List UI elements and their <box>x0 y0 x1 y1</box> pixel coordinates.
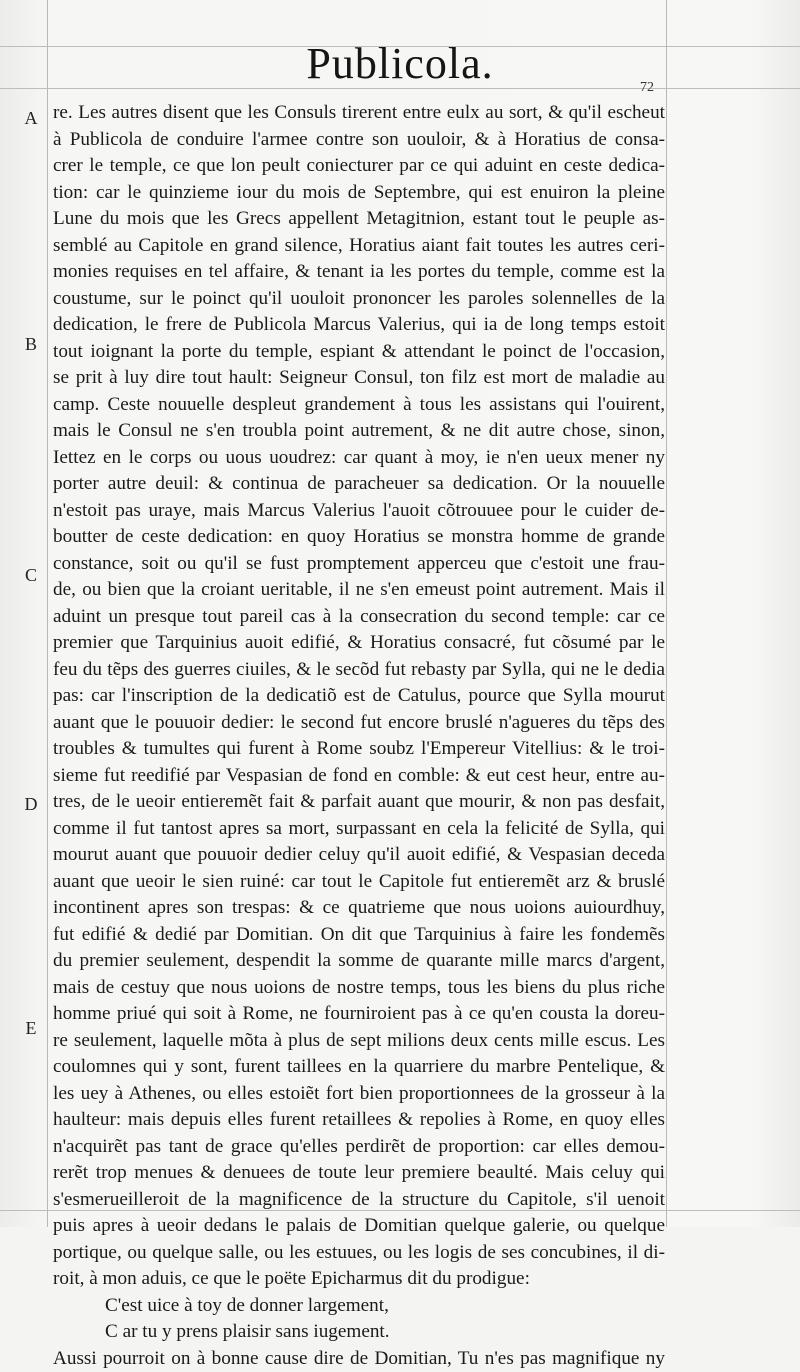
text-line: tout ioignant la porte du temple, espiant & attendant le poinct de l'occasion, <box>53 339 665 366</box>
text-line: n'estoit pas uraye, mais Marcus Valerius l'auoit cõtrouuee pour le cuider de- <box>53 498 665 525</box>
verse-line: C'est uice à toy de donner largement, <box>53 1293 665 1320</box>
text-line: n'acquirẽt pas tant de grace qu'elles perdirẽt de proportion: car elles demou- <box>53 1134 665 1161</box>
margin-letter-a: A <box>20 108 42 129</box>
text-line: re seulement, laquelle mõta à plus de sept milions deux cents mille escus. Les <box>53 1028 665 1055</box>
text-line: auant que le pouuoir dedier: le second fut encore bruslé n'agueres du tẽps des <box>53 710 665 737</box>
text-line: aduint un presque tout pareil cas à la consecration du second temple: car ce <box>53 604 665 631</box>
text-line: haulteur: mais depuis elles furent retaillees & repolies à Rome, en quoy elles <box>53 1107 665 1134</box>
running-title: Publicola. <box>0 38 800 89</box>
text-line: crer le temple, ce que lon peult coniecturer par ce qui aduint en ceste dedica- <box>53 153 665 180</box>
text-line: tion: car le quinzieme iour du mois de Septembre, qui est enuiron la pleine <box>53 180 665 207</box>
text-line: comme il fut tantost apres sa mort, surpassant en cela la felicité de Sylla, qui <box>53 816 665 843</box>
margin-letter-b: B <box>20 334 42 355</box>
text-line: mais le Consul ne s'en troubla point autrement, & ne dit autre chose, sinon, <box>53 418 665 445</box>
left-margin-rule <box>47 0 48 1227</box>
text-line: se prit à luy dire tout hault: Seigneur Consul, ton filz est mort de maladie au <box>53 365 665 392</box>
text-line: mourut auant que pouuoir dedier celuy qu'il auoit edifié, & Vespasian deceda <box>53 842 665 869</box>
text-line: les uey à Athenes, ou elles estoiẽt fort bien proportionnees de la grosseur à la <box>53 1081 665 1108</box>
text-line: troubles & tumultes qui furent à Rome soubz l'Empereur Vitellius: & le troi- <box>53 736 665 763</box>
text-line: s'esmerueilleroit de la magnificence de la structure du Capitole, s'il uenoit <box>53 1187 665 1214</box>
text-line: fut edifié & dedié par Domitian. On dit que Tarquinius à faire les fondemẽs <box>53 922 665 949</box>
text-line: rerẽt trop menues & denuees de toute leur premiere beaulté. Mais celuy qui <box>53 1160 665 1187</box>
text-line: premier que Tarquinius auoit edifié, & Horatius consacré, fut cõsumé par le <box>53 630 665 657</box>
text-line: re. Les autres disent que les Consuls tirerent entre eulx au sort, & qu'il escheut <box>53 100 665 127</box>
text-line: puis apres à ueoir dedans le palais de Domitian quelque galerie, ou quelque <box>53 1213 665 1240</box>
text-line: Aussi pourroit on à bonne cause dire de Domitian, Tu n'es pas magnifique ny <box>53 1346 665 1372</box>
margin-letter-c: C <box>20 565 42 586</box>
text-line: monies requises en tel affaire, & tenant ia les portes du temple, comme est la <box>53 259 665 286</box>
text-line: portique, ou quelque salle, ou les estuues, ou les logis de ses concubines, il di- <box>53 1240 665 1267</box>
verse-line: C ar tu y prens plaisir sans iugement. <box>53 1319 665 1346</box>
folio-number: 72 <box>640 80 654 96</box>
text-line: Iettez en le corps ou uous uoudrez: car quant à moy, ie n'en ueux mener ny <box>53 445 665 472</box>
text-line: porter autre deuil: & continua de paracheuer sa dedication. Or la nouuelle <box>53 471 665 498</box>
text-line: du premier seulement, despendit la somme de quarante mille marcs d'argent, <box>53 948 665 975</box>
text-line: semblé au Capitole en grand silence, Horatius aiant fait toutes les autres ceri- <box>53 233 665 260</box>
text-line: boutter de ceste dedication: en quoy Horatius se monstra homme de grande <box>53 524 665 551</box>
margin-letter-e: E <box>20 1018 42 1039</box>
margin-letter-d: D <box>20 794 42 815</box>
text-line: de, ou bien que la croiant ueritable, il ne s'en emeust point autrement. Mais il <box>53 577 665 604</box>
text-line: homme priué qui soit à Rome, ne fourniroient pas à ce qu'en cousta la doreu- <box>53 1001 665 1028</box>
text-line: tres, de le ueoir entieremẽt fait & parfait auant que mourir, & non pas desfait, <box>53 789 665 816</box>
body-text <box>53 100 665 1372</box>
text-line: Lune du mois que les Grecs appellent Metagitnion, estant tout le peuple as- <box>53 206 665 233</box>
text-line: incontinent apres son trespas: & ce quatrieme que nous uoions auiourdhuy, <box>53 895 665 922</box>
text-line: feu du tẽps des guerres ciuiles, & le secõd fut rebasty par Sylla, qui ne le dedia <box>53 657 665 684</box>
text-line: roit, à mon aduis, ce que le poëte Epicharmus dit du prodigue: <box>53 1266 665 1293</box>
text-line: auant que ueoir le sien ruiné: car tout le Capitole fut entieremẽt arz & bruslé <box>53 869 665 896</box>
text-line: mais de cestuy que nous uoions de nostre temps, tous les biens du plus riche <box>53 975 665 1002</box>
text-line: dedication, le frere de Publicola Marcus Valerius, qui ia de long temps estoit <box>53 312 665 339</box>
text-line: coulomnes qui y sont, furent taillees en la quarriere du marbre Pentelique, & <box>53 1054 665 1081</box>
text-line: sieme fut reedifié par Vespasian de fond en comble: & eut cest heur, entre au- <box>53 763 665 790</box>
text-line: constance, soit ou qu'il se fust promptement apperceu que c'estoit une frau- <box>53 551 665 578</box>
right-margin-rule <box>666 0 667 1227</box>
text-line: à Publicola de conduire l'armee contre son uouloir, & à Horatius de consa- <box>53 127 665 154</box>
text-line: pas: car l'inscription de la dedicatiõ est de Catulus, pource que Sylla mourut <box>53 683 665 710</box>
text-line: camp. Ceste nouuelle despleut grandement à tous les assistans qui l'ouirent, <box>53 392 665 419</box>
text-line: coustume, sur le poinct qu'il uouloit prononcer les paroles solennelles de la <box>53 286 665 313</box>
